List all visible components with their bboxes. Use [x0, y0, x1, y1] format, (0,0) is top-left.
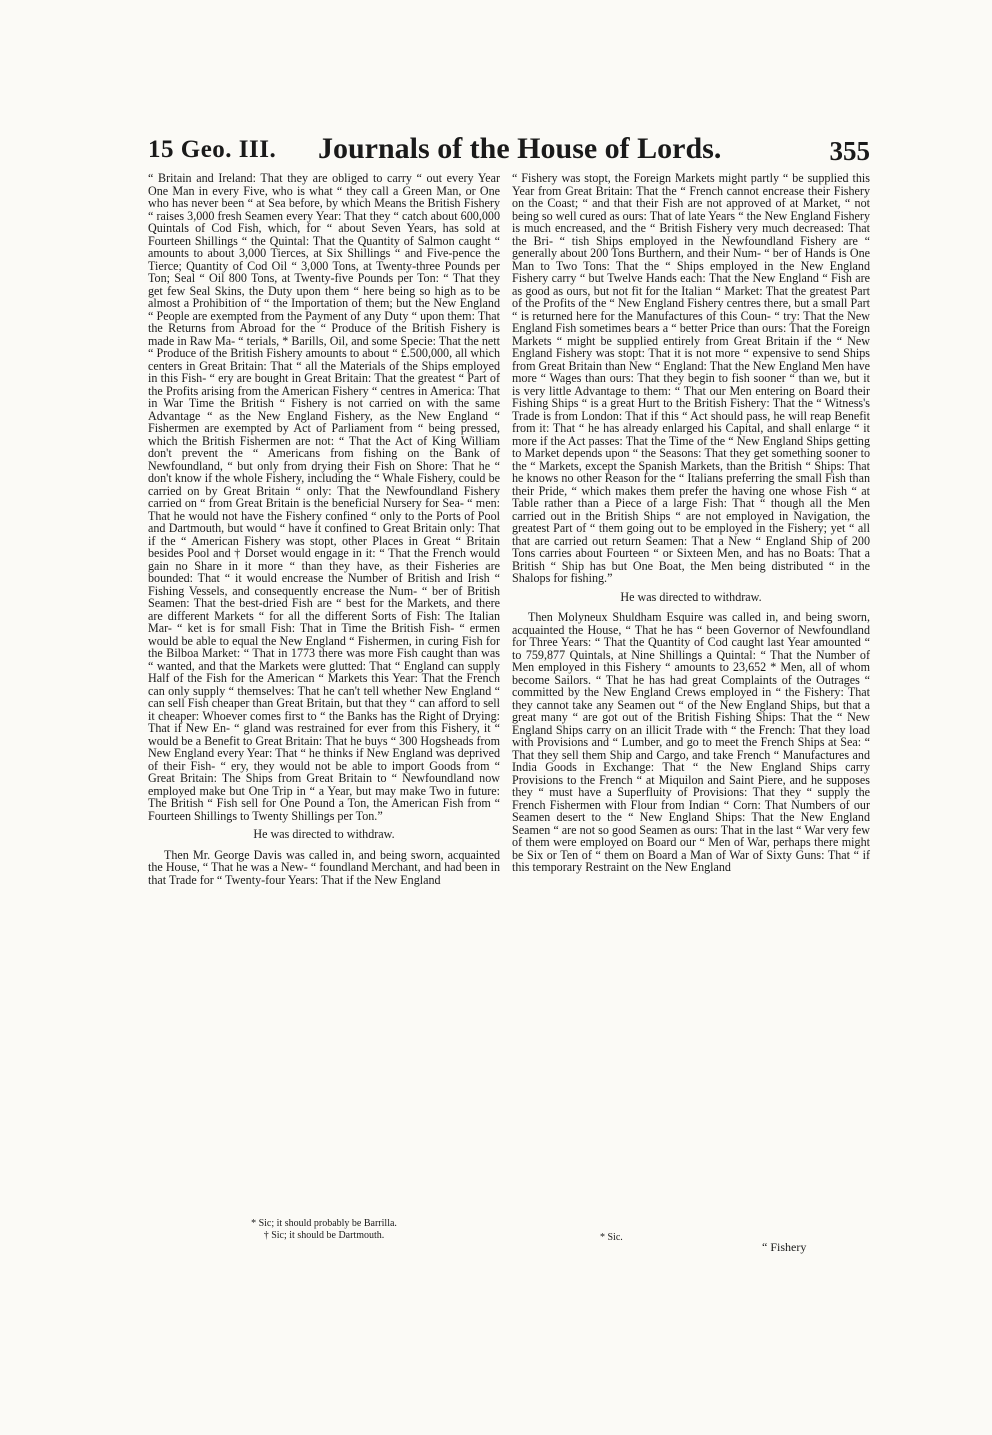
- right-column: [512, 172, 870, 874]
- page-number: 355: [829, 136, 870, 166]
- journal-title: Journals of the House of Lords.: [318, 132, 722, 165]
- session-label: 15 Geo. III.: [148, 136, 277, 163]
- testimony-paragraph: “ Britain and Ireland: That they are obliged to carry “ out every Year One Man in every Five, who is what “ they call a Green Man, or One who has never been “ at Sea before, by which Means the British Fishery “ raises 3,000 fresh Seamen every Year: That they “ catch about 600,000 Quintals of Cod Fish, which, for “ about Seven Years, has sold at Fourteen Shillings “ the Quintal: That the Quantity of Salmon caught “ amounts to about 3,000 Tierces, at Six Shillings “ and Five-pence the Tierce; Quantity of Cod Oil “ 3,000 Tons, at Twenty-three Pounds per Ton; Seal “ Oil 800 Tons, at Twenty-five Pounds per Ton: “ That they get few Seal Skins, the Duty upon them “ here being so high as to be almost a Prohibition of “ the Importation of them; but the New England “ People are exempted from the Payment of any Duty “ upon them: That the Returns from Abroad for the “ Produce of the British Fishery is made in Raw Ma- “ terials, * Barills, Oil, and some Specie: That the nett “ Produce of the British Fishery amounts to about “ £.500,000, all which centers in Great Britain: That “ all the Materials of the Ships employed in this Fish- “ ery are bought in Great Britain: That the greatest “ Part of the Profits arising from the American Fishery “ centres in America: That in War Time the British “ Fishery is not carried on with the same Advantage “ as the New England Fishery, as the New England “ Fishermen are exempted by Act of Parliament from “ being pressed, which the British Fishermen are not: “ That the Act of King William don't prevent the “ Americans from fishing on the Bank of Newfoundland, “ but only from drying their Fish on Shore: That he “ don't know if the whole Fishery, including the “ Whale Fishery, could be carried on by Great Britain “ only: That the Newfoundland Fishery carried on “ from Great Britain is the beneficial Nursery for Sea- “ men: That he would not have the Fishery confined “ only to the Ports of Pool and Dartmouth, but would “ have it confined to Great Britain only: That if the “ American Fishery was stopt, other Places in Great “ Britain besides Pool and † Dorset would engage in it: “ That the French would gain no Share in it more “ than they have, as their Fisheries are bounded: That “ it would encrease the Number of British and Irish “ Fishing Vessels, and consequently encrease the Num- “ ber of British Seamen: That the best-dried Fish are “ best for the Markets, and there are different Markets “ for all the different Sorts of Fish: The Italian Mar- “ ket is for small Fish: That in Time the British Fish- “ ermen would be able to equal the New England “ Fishermen, in curing Fish for the Bilboa Market: “ That in 1773 there was more Fish caught than was “ wanted, and that the Markets were glutted: That “ England can supply Half of the Fish for the American “ Markets this Year: That the French can only supply “ themselves: That he can't tell whether New England “ can sell Fish cheaper than Great Britain, but that they “ can afford to sell it cheaper: Whoever comes first to “ the Banks has the Right of Drying: That if New En- “ gland was restrained for ever from this Fishery, it “ would be a Benefit to Great Britain: That he buys “ 300 Hogsheads from New England every Year: That “ he thinks if New England was deprived of their Fish- “ ery, they would not be able to import Goods from “ Great Britain: The Ships from Great Britain to “ Newfoundland now employed make but One Trip in “ a Year, but may make Two in future: The British “ Fish sell for One Pound a Ton, the American Fish from “ Fourteen Shillings to Twenty Shillings per Ton.”: [148, 171, 500, 823]
- shuldham-paragraph: Then Molyneux Shuldham Esquire was called in, and being sworn, acquainted the House, “ That he has “ been Governor of Newfoundland for Three Years: “ That the Quantity of Cod caught last Year amounted “ to 759,877 Quintals, at Nine Shillings a Quintal: “ That the Number of Men employed in this Fishery “ amounts to 23,652 * Men, all of whom become Sailors. “ That he has had great Complaints of the Outrages “ committed by the New England Crews employed in “ the Fishery: That they cannot take any Seamen out “ of the New England Ships, but that a great many “ are got out of the British Fishing Ships: That the “ New England Ships carry on an illicit Trade with “ the French: That they load with Provisions and “ Lumber, and go to meet the French Ships at Sea: “ That they sell them Ship and Cargo, and take French “ Manufactures and India Goods in Exchange: That “ the New England Ships carry Provisions to the French “ at Miquilon and Saint Piere, and he supposes they “ must have a Superfluity of Provisions: That they “ supply the French Fishermen with Flour from Indian “ Corn: That Numbers of our Seamen desert to the “ New England Ships: That the New England Seamen “ are not so good Seamen as ours: That in the last “ War very few of them were employed on Board our “ Men of War, perhaps there might be Six or Ten of “ them on Board a Man of War of Sixty Guns: That “ if this temporary Restraint on the New England: [512, 610, 870, 874]
- footnote-dartmouth: † Sic; it should be Dartmouth.: [263, 1230, 385, 1241]
- davis-paragraph: Then Mr. George Davis was called in, and being sworn, acquainted the House, “ That he was a New- “ foundland Merchant, and had been in that Trade for “ Twenty-four Years: That if the New England: [148, 847, 500, 887]
- catchword: “ Fishery: [762, 1240, 807, 1254]
- footnote-sic: * Sic.: [600, 1232, 623, 1243]
- testimony-paragraph-continued: “ Fishery was stopt, the Foreign Markets might partly “ be supplied this Year from Great Britain: That the “ French cannot encrease their Fishery on the Coast; “ and that their Fish are not approved of at Market, “ not being so well cured as ours: That of late Years “ the New England Fishery is much encreased, and the “ British Fishery very much decreased: That the Bri- “ tish Ships employed in the Newfoundland Fishery are “ generally about 200 Tons Burthern, and their Num- “ ber of Hands is One Man to Two Tons: That the “ Ships employed in the New England Fishery carry “ but Twelve Hands each: That the New England “ Fish are as good as ours, but not fit for the Italian “ Market: That the greatest Part of the Profits of the “ New England Fishery centres there, but a small Part “ is returned here for the Manufactures of this Coun- “ try: That the New England Fish sometimes bears a “ better Price than ours: That the Foreign Markets “ might be supplied entirely from Great Britain if the “ New England Fishery was stopt: That it is not more “ expensive to send Ships from Great Britain than New “ England: That the New England Men have more “ Wages than ours: That they begin to fish sooner “ than we, but it is very little Advantage to them: “ That our Men entering on Board their Fishing Ships “ is a great Hurt to the British Fishery: That the “ Witness's Trade is from London: That if this “ Act should pass, he will reap Benefit from it: That “ he has already enlarged his Capital, and shall enlarge “ it more if the Act passes: That the Time of the “ New England Ships getting to Market depends upon “ the Seasons: That they get something sooner to the “ Markets, except the Spanish Markets, than the British “ Ships: That he knows no other Reason for the “ Italians preferring the small Fish than their Pride, “ which makes them prefer the having one whose Fish “ at Table rather than a Piece of a large Fish: That “ though all the Men carried out in the British Ships “ are not employed in Navigation, the greatest Part of “ them going out to be employed in the Fishery; yet “ all that are carried out return Seamen: That a New “ England Ship of 200 Tons carries about Fourteen “ or Sixteen Men, and has no Boats: That a British “ Ship has but One Boat, the Men being distributed “ in the Shalops for fishing.”: [512, 171, 870, 585]
- withdraw-note-right: He was directed to withdraw.: [620, 589, 762, 604]
- withdraw-note: He was directed to withdraw.: [253, 827, 395, 841]
- left-column: [148, 172, 500, 886]
- left-footnotes: [148, 1218, 500, 1242]
- page-header: [148, 132, 870, 172]
- footnote-barrilla: * Sic; it should probably be Barrilla.: [251, 1218, 397, 1229]
